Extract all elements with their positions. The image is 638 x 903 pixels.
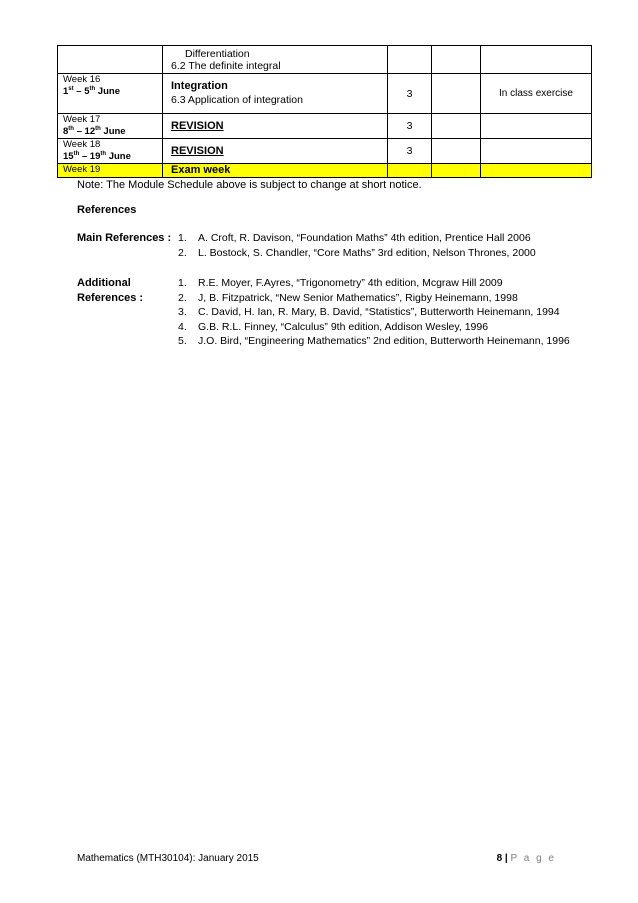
table-row [58,139,592,164]
topic-cell [163,114,388,139]
topic-cell [163,164,388,178]
topic-cell [163,74,388,114]
week-cell [58,164,163,178]
hours-cell: 3 [388,74,432,114]
week-cell [58,74,163,114]
main-references-list [178,231,536,260]
module-schedule-table [57,45,592,178]
footer-course-title: Mathematics (MTH30104): January 2015 [77,853,259,864]
week-label: Week 17 [63,114,101,125]
revision-title: REVISION [171,119,224,132]
references-heading: References [77,204,137,216]
week-label: Week 18 [63,139,101,150]
remarks-cell [481,46,592,74]
list-item: 2. L. Bostock, S. Chandler, “Core Maths” 3rd edition, Nelson Thrones, 2000 [178,246,536,259]
hours-cell: 3 [388,114,432,139]
remarks-cell: In class exercise [481,74,592,114]
week-label: Week 16 [63,74,101,85]
main-references-label: Main References : [77,232,172,244]
footer-page-number: 8 | P a g e [496,853,556,864]
topic-cell [163,139,388,164]
hours-cell [388,46,432,74]
revision-title: REVISION [171,144,224,157]
week-cell [58,114,163,139]
hours-cell: 3 [388,139,432,164]
topic-title: Integration [171,80,228,92]
topic-line: 6.2 The definite integral [171,60,281,72]
blank-cell [432,139,481,164]
week-date: 1st – 5th June [63,85,120,97]
schedule-note: Note: The Module Schedule above is subject to change at short notice. [77,179,422,191]
table-row [58,46,592,74]
week-cell [58,46,163,74]
list-item: 3. C. David, H. Ian, R. Mary, B. David, “Statistics”, Butterworth Heinemann, 1994 [178,306,560,318]
additional-references-label: Additional References : [77,277,144,304]
topic-line: Differentiation [185,48,250,60]
week-date: 8th – 12th June [63,125,126,137]
table-row [58,74,592,114]
remarks-cell [481,164,592,178]
topic-cell [163,46,388,74]
blank-cell [432,46,481,74]
table-row [58,164,592,178]
list-item: 2. J, B. Fitzpatrick, “New Senior Mathematics”, Rigby Heinemann, 1998 [178,291,518,304]
list-item: 5. J.O. Bird, “Engineering Mathematics” 2nd edition, Butterworth Heinemann, 1996 [178,335,570,347]
hours-cell [388,164,432,178]
list-item: 1. R.E. Moyer, F.Ayres, “Trigonometry” 4th edition, Mcgraw Hill 2009 [178,277,503,289]
list-item: 4. G.B. R.L. Finney, “Calculus” 9th edition, Addison Wesley, 1996 [178,320,489,333]
week-date: 15th – 19th June [63,150,131,162]
exam-week-title: Exam week [171,164,231,176]
week-cell [58,139,163,164]
week-label: Week 19 [63,164,101,175]
blank-cell [432,74,481,114]
table-row [58,114,592,139]
additional-references-list [178,276,570,349]
remarks-cell [481,114,592,139]
list-item: 1. A. Croft, R. Davison, “Foundation Maths” 4th edition, Prentice Hall 2006 [178,232,531,244]
topic-sub: 6.3 Application of integration [171,94,303,106]
remarks-cell [481,139,592,164]
blank-cell [432,164,481,178]
blank-cell [432,114,481,139]
